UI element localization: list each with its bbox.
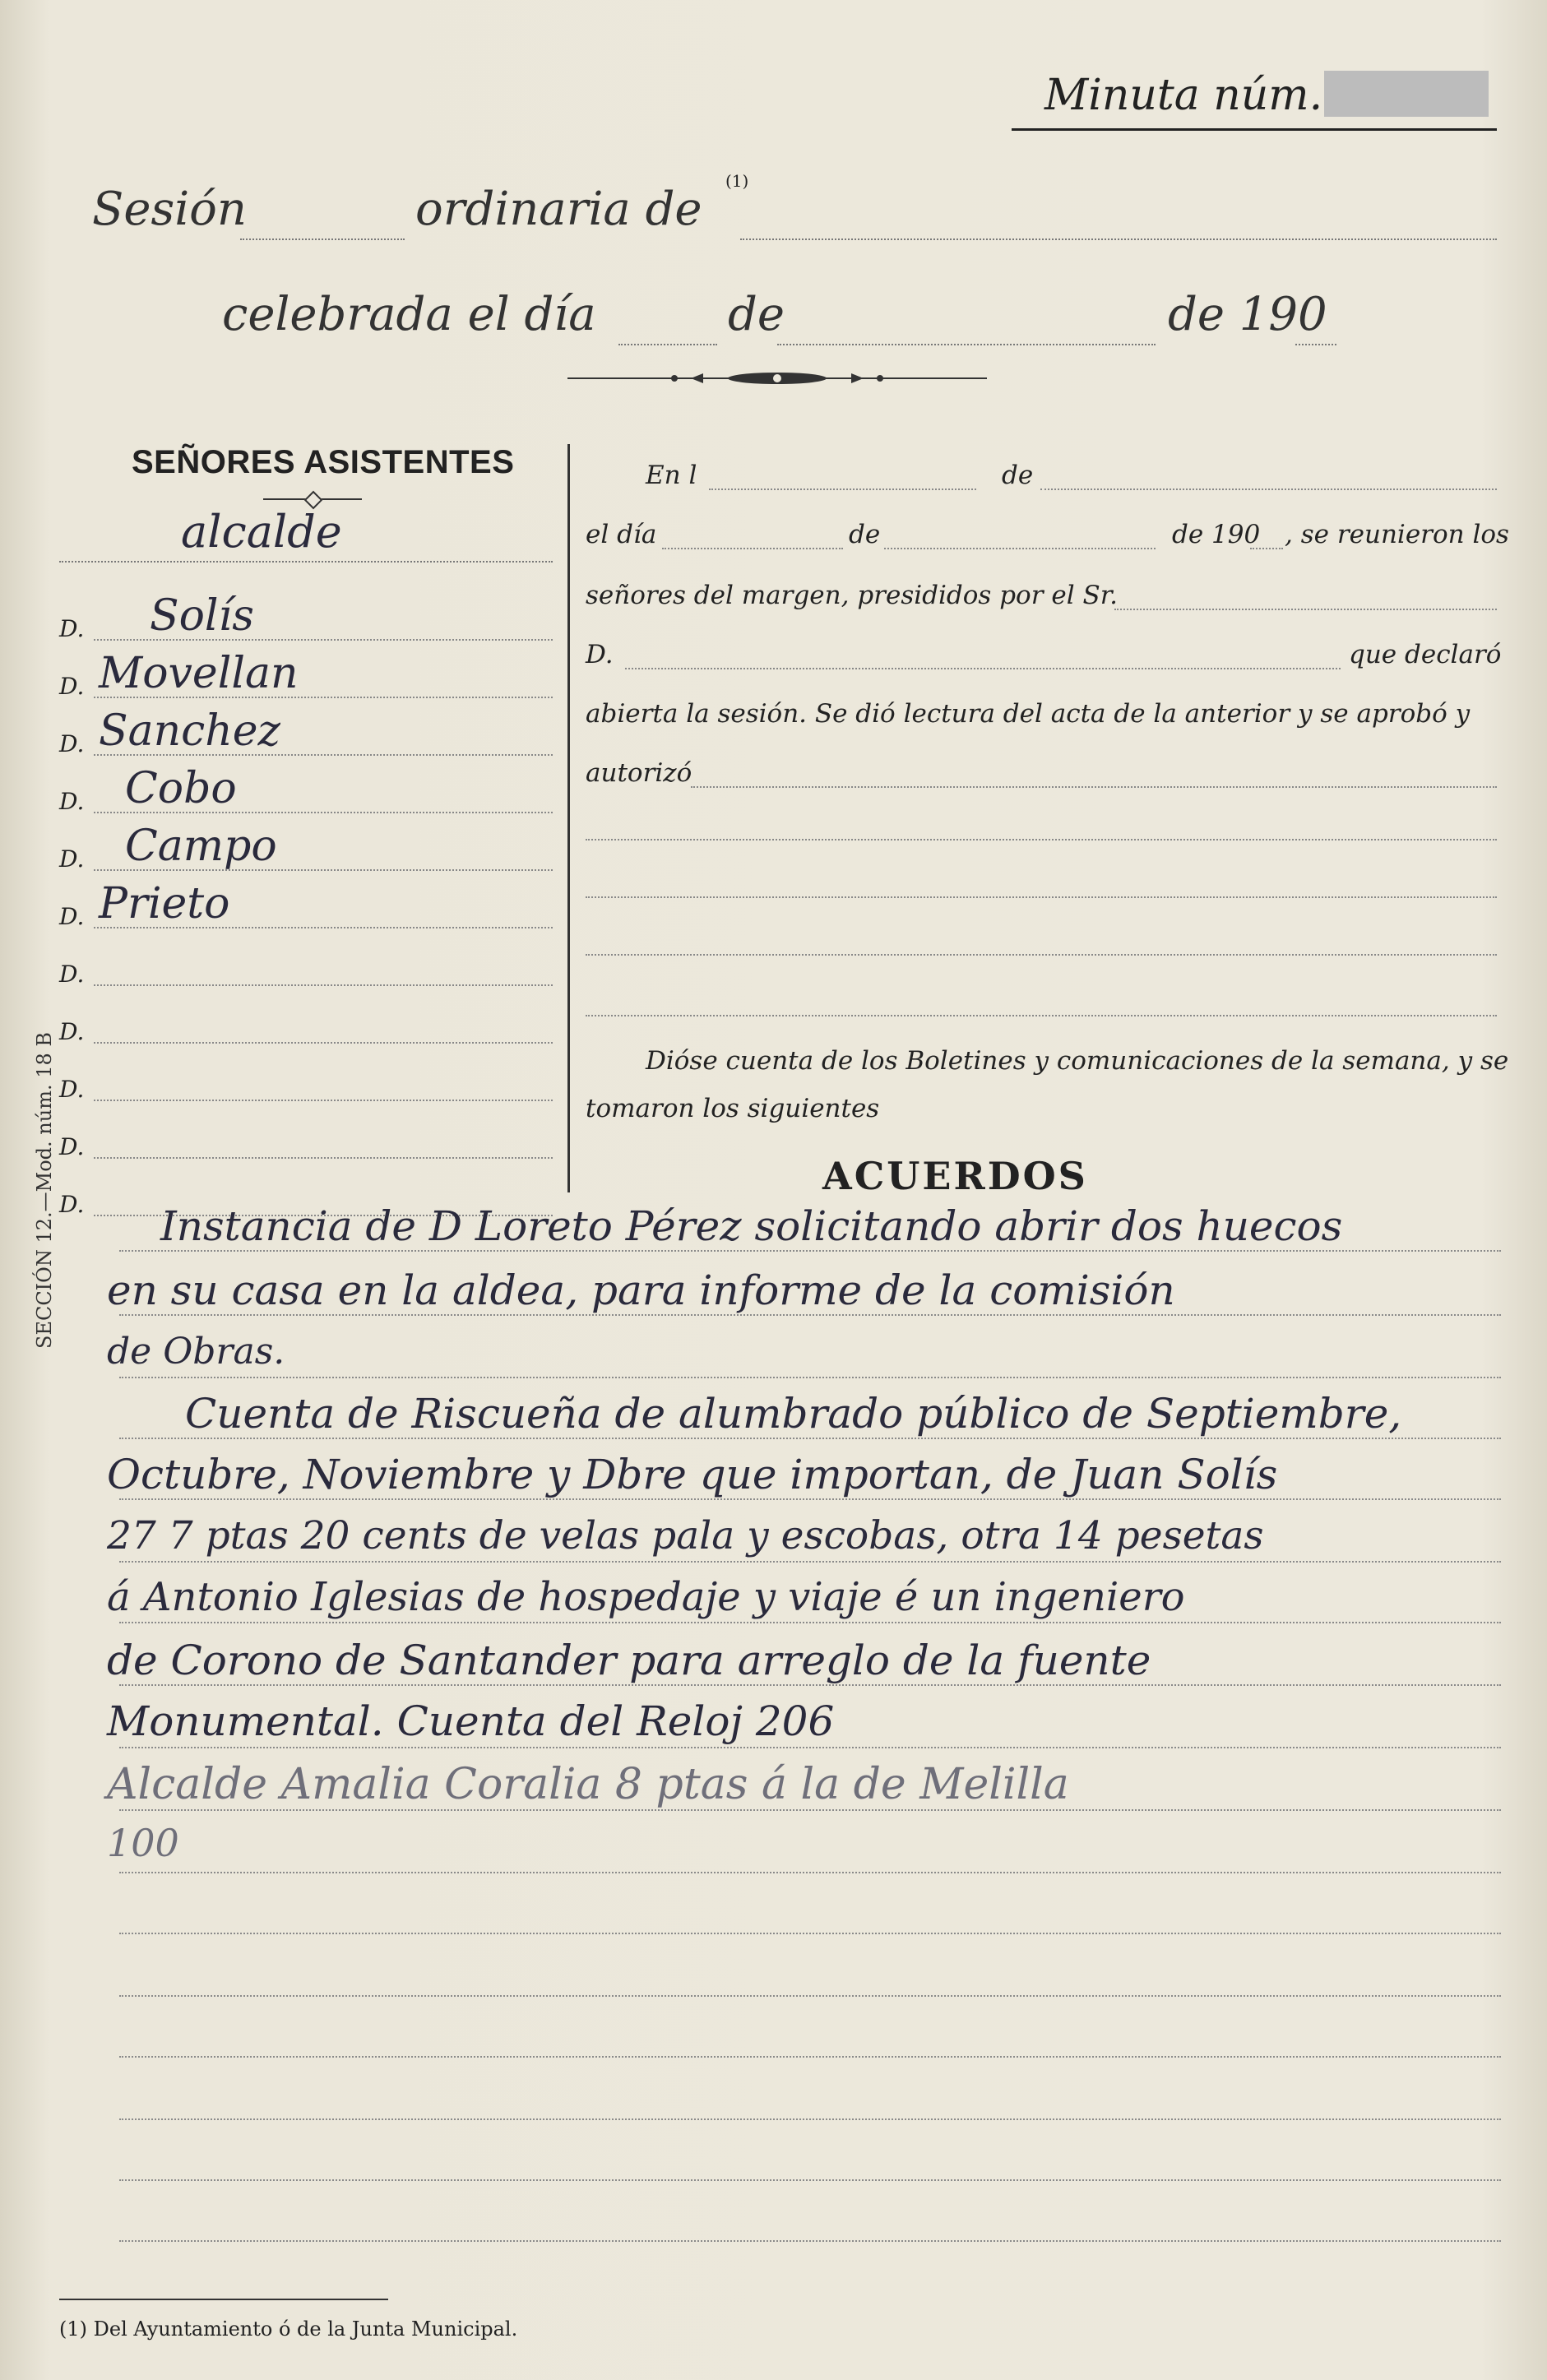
ruled-line [119,1622,1501,1623]
minuta-number-field [1012,64,1497,131]
ruled-line [119,1747,1501,1748]
column-divider [567,444,570,1192]
minutes-fill [1114,609,1497,610]
ruled-line [119,2056,1501,2058]
year-fill [1295,344,1336,345]
ruled-line [119,1438,1501,1439]
ruled-line [119,1684,1501,1686]
minutes-fill [1040,489,1497,490]
ruled-line [119,2240,1501,2242]
footnote: (1) Del Ayuntamiento ó de la Junta Municipal. [59,2317,518,2341]
attendee-row [59,876,553,933]
attendee-name: Cobo [125,764,237,813]
attendee-row [59,703,553,761]
attendee-row [59,1106,553,1164]
attendee-row [59,646,553,703]
minutes-fill [625,668,1341,669]
attendee-line [94,1042,553,1044]
month-fill [777,344,1156,345]
attendee-name: Solís [150,591,254,641]
acuerdo-line: de Obras. [107,1331,285,1373]
diose-line1: Dióse cuenta de los Boletines y comunicaciones de la semana, y se [646,1046,1509,1076]
attendee-prefix: D. [59,788,85,815]
attendee-name: Sanchez [99,706,280,756]
ordinaria-label: ordinaria de [415,183,702,236]
attendee-presiding: alcalde [181,506,342,558]
attendee-row [59,818,553,876]
minutes-fill [662,548,843,549]
attendee-prefix: D. [59,1191,85,1218]
ruled-line [119,1377,1501,1378]
attendee-presiding-line [59,561,553,563]
attendee-row [59,761,553,818]
ruled-line [119,2118,1501,2120]
attendee-name: Prieto [99,879,230,928]
attendee-prefix: D. [59,730,85,757]
sesion-label: Sesión [92,183,247,236]
acuerdo-line: Cuenta de Riscueña de alumbrado público de Septiembre, [185,1390,1402,1438]
acuerdo-line: Instancia de D Loreto Pérez solicitando abrir dos huecos [160,1202,1343,1250]
ruled-line [119,1933,1501,1934]
minutes-line1-b: de [1002,461,1034,490]
acuerdo-line: 27 7 ptas 20 cents de velas pala y escobas, otra 14 pesetas [107,1513,1264,1558]
ruled-line [119,1561,1501,1563]
minutes-line2-c: de 190 [1172,520,1261,549]
acuerdo-line: en su casa en la aldea, para informe de la comisión [107,1266,1175,1314]
minutes-fill [586,896,1497,898]
ruled-line [119,1250,1501,1252]
minutes-line1-a: En l [646,461,697,490]
footnote-ref: (1) [725,171,749,191]
acuerdo-line-pencil: 100 [107,1821,179,1865]
attendee-row [59,1049,553,1106]
minutes-fill [1250,548,1283,549]
minutes-line5: abierta la sesión. Se dió lectura del acta de la anterior y se aprobó y [586,699,1471,729]
attendee-name: Campo [125,822,277,871]
diose-line2: tomaron los siguientes [586,1094,880,1123]
acuerdo-line: Octubre, Noviembre y Dbre que importan, de Juan Solís [107,1451,1278,1498]
minutes-fill [884,548,1156,549]
attendee-prefix: D. [59,961,85,988]
acuerdo-line-pencil: Alcalde Amalia Coralia 8 ptas á la de Melilla [107,1760,1069,1809]
attendee-line [94,1157,553,1159]
ornament-divider [567,368,987,388]
minutes-fill [586,839,1497,840]
celebrada-label: celebrada el día [222,288,596,341]
attendee-line [94,1100,553,1101]
attendee-row [59,933,553,991]
day-fill [618,344,717,345]
acuerdo-line: á Antonio Iglesias de hospedaje y viaje é un ingeniero [107,1574,1185,1620]
minutes-line4-a: D. [586,640,614,669]
attendee-prefix: D. [59,903,85,930]
minuta-number-redacted [1324,71,1489,117]
attendee-row [59,991,553,1049]
footnote-rule [59,2299,388,2300]
minutes-fill [709,489,976,490]
attendee-prefix: D. [59,1018,85,1045]
ruled-line [119,2179,1501,2181]
minutes-line6: autorizó [586,758,692,788]
acuerdo-line: de Corono de Santander para arreglo de la fuente [107,1637,1151,1684]
attendee-row [59,588,553,646]
attendee-prefix: D. [59,845,85,873]
de-label: de [728,288,785,341]
acuerdos-heading: ACUERDOS [822,1154,1088,1198]
attendee-name: Movellan [99,649,299,698]
attendee-prefix: D. [59,1076,85,1103]
sesion-fill-2 [740,238,1497,240]
minutes-fill [691,786,1497,788]
acuerdo-line: Monumental. Cuenta del Reloj 206 [107,1697,835,1745]
minutes-fill [586,1015,1497,1016]
attendee-line [94,984,553,986]
minutes-line2-b: de [849,520,881,549]
attendee-prefix: D. [59,615,85,642]
attendee-prefix: D. [59,673,85,700]
minutes-line3: señores del margen, presididos por el Sr. [586,581,1118,610]
minutes-line2-a: el día [586,520,657,549]
minutes-line2-d: , se reunieron los [1285,520,1509,549]
ruled-line [119,1872,1501,1873]
minuta-label: Minuta núm. [1044,71,1323,120]
attendee-prefix: D. [59,1133,85,1160]
ruled-line [119,1498,1501,1500]
section-side-label: SECCIÓN 12.—Mod. núm. 18 B [33,1031,56,1349]
ruled-line [119,1809,1501,1811]
ruled-line [119,1995,1501,1997]
year-label: de 190 [1168,288,1327,341]
minutes-line4-b: que declaró [1349,640,1502,669]
ruled-line [119,1314,1501,1316]
sesion-fill-1 [240,238,405,240]
minutes-fill [586,954,1497,956]
attendees-heading: SEÑORES ASISTENTES [132,444,515,480]
